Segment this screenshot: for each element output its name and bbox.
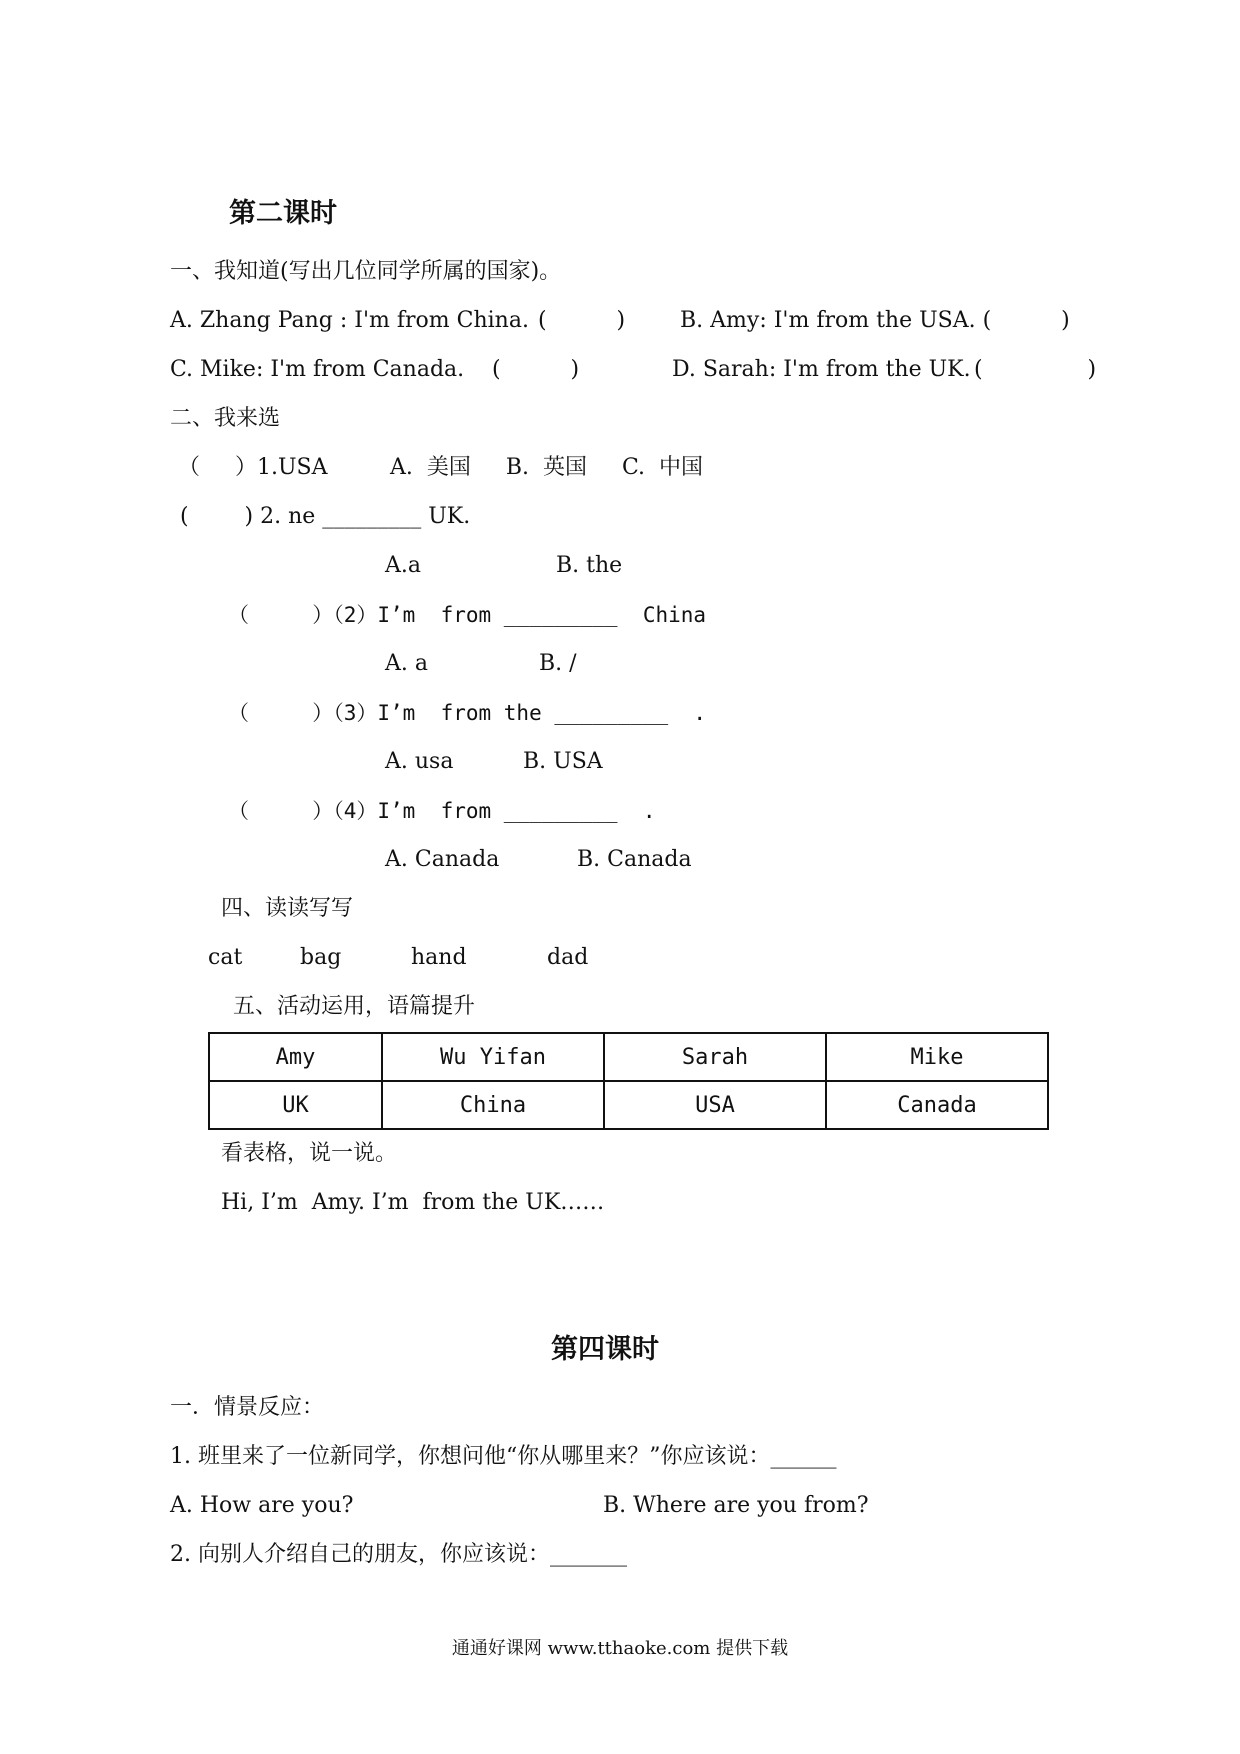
sec2-q4-option-b: B. USA — [523, 749, 603, 774]
footer-credit: 通通好课网 www.tthaoke.com 提供下载 — [451, 1638, 789, 1659]
lesson4-q1-option-b: B. Where are you from? — [603, 1493, 869, 1518]
table-row — [209, 1081, 1048, 1129]
sec2-q1-options: A. 美国 B. 英国 C. 中国 — [390, 455, 703, 480]
sec2-q5: （ ）（4）I’m from _________ . — [228, 799, 656, 823]
sec2-q5-option-a: A. Canada — [385, 847, 500, 872]
word-dad: dad — [547, 945, 589, 970]
lesson2-sec1-heading: 一、我知道(写出几位同学所属的国家)。 — [170, 259, 562, 284]
table-cell: UK — [209, 1081, 382, 1129]
sec1-blank-c: ( ) — [492, 357, 580, 382]
sec2-q2: ( ) 2. ne _________ UK. — [180, 504, 471, 529]
table-cell: China — [382, 1081, 604, 1129]
sec2-q2-option-b: B. the — [556, 553, 623, 578]
sec2-q5-option-b: B. Canada — [577, 847, 692, 872]
sec2-q1: （ ）1.USA — [178, 455, 328, 480]
word-cat: cat — [208, 945, 243, 970]
sec1-item-a: A. Zhang Pang : I'm from China. — [170, 308, 529, 333]
sec5-instruction: 看表格，说一说。 — [221, 1141, 398, 1166]
sec1-blank-a: ( ) — [538, 308, 626, 333]
sec1-blank-d: ( ) — [974, 357, 1097, 382]
lesson2-title: 第二课时 — [229, 198, 337, 229]
word-bag: bag — [300, 945, 342, 970]
table-cell: Canada — [826, 1081, 1048, 1129]
lesson2-sec5-heading: 五、活动运用，语篇提升 — [233, 994, 476, 1019]
table-cell: Wu Yifan — [382, 1033, 604, 1081]
sec2-q2-option-a: A.a — [385, 553, 421, 578]
lesson4-sec1-heading: 一．情景反应： — [170, 1395, 325, 1420]
sec2-q3: （ ）（2）I’m from _________ China — [228, 603, 707, 627]
word-hand: hand — [411, 945, 467, 970]
table-cell: USA — [604, 1081, 826, 1129]
name-country-table — [208, 1032, 1049, 1130]
sec5-example: Hi, I’m Amy. I’m from the UK…… — [221, 1190, 605, 1215]
table-row — [209, 1033, 1048, 1081]
table-cell: Mike — [826, 1033, 1048, 1081]
sec2-q4: （ ）（3）I’m from the _________ . — [228, 701, 707, 725]
lesson4-title: 第四课时 — [551, 1334, 659, 1365]
lesson2-sec2-heading: 二、我来选 — [170, 406, 281, 431]
table-cell: Amy — [209, 1033, 382, 1081]
sec1-item-d: D. Sarah: I'm from the UK. — [672, 357, 971, 382]
lesson4-q1-option-a: A. How are you? — [170, 1493, 354, 1518]
sec2-q3-option-b: B. / — [539, 651, 577, 676]
sec2-q4-option-a: A. usa — [385, 749, 454, 774]
sec1-item-b: B. Amy: I'm from the USA. ( ) — [680, 308, 1070, 333]
lesson4-q1: 1. 班里来了一位新同学，你想问他“你从哪里来？”你应该说：______ — [170, 1444, 837, 1469]
sec2-q3-option-a: A. a — [385, 651, 428, 676]
lesson4-q2: 2. 向别人介绍自己的朋友，你应该说：_______ — [170, 1542, 627, 1567]
lesson2-sec4-heading: 四、读读写写 — [221, 896, 354, 921]
sec1-item-c: C. Mike: I'm from Canada. — [170, 357, 465, 382]
table-cell: Sarah — [604, 1033, 826, 1081]
